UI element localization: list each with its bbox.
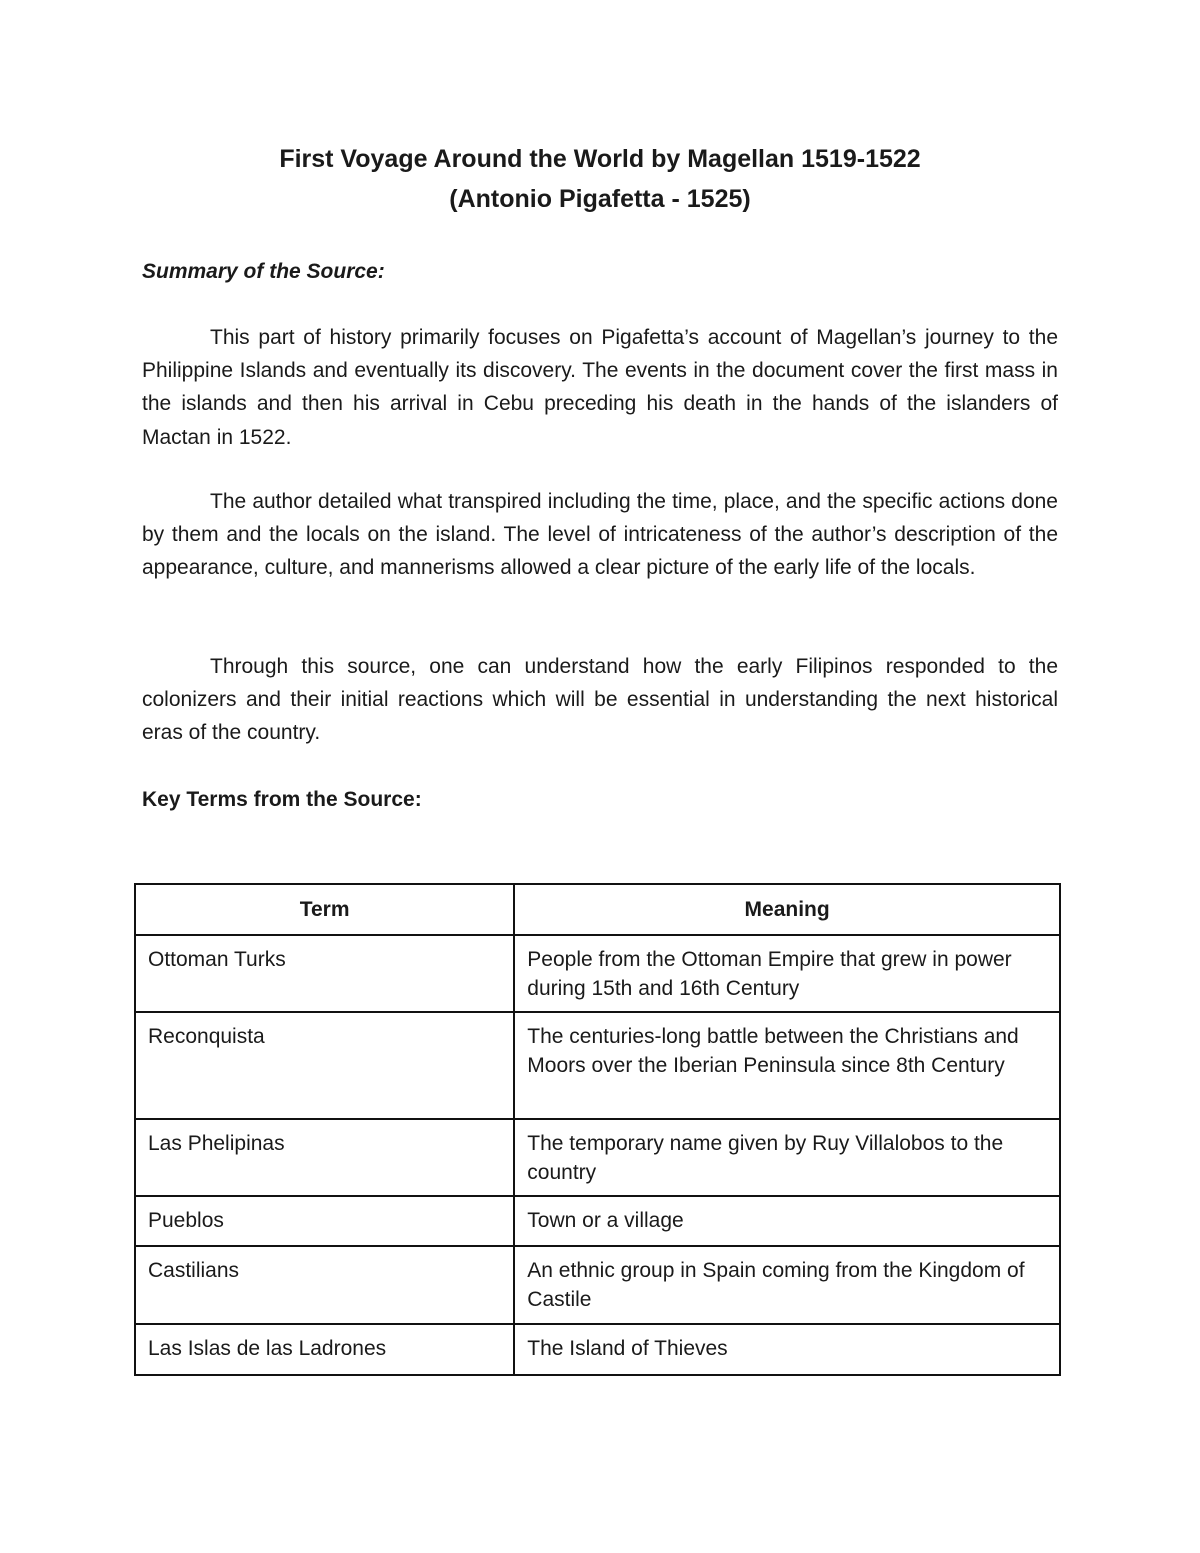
term-cell: Ottoman Turks xyxy=(135,935,514,1012)
meaning-cell: The centuries-long battle between the Christians and Moors over the Iberian Peninsula since 8th Century xyxy=(514,1012,1060,1119)
summary-heading: Summary of the Source: xyxy=(142,260,385,283)
table-row xyxy=(135,1246,1060,1324)
term-cell: Las Phelipinas xyxy=(135,1119,514,1196)
table-row xyxy=(135,1324,1060,1375)
table-row xyxy=(135,935,1060,1012)
key-terms-heading: Key Terms from the Source: xyxy=(142,788,422,811)
document-subtitle: (Antonio Pigafetta - 1525) xyxy=(449,185,751,213)
meaning-cell: People from the Ottoman Empire that grew in power during 15th and 16th Century xyxy=(514,935,1060,1012)
table-row xyxy=(135,1119,1060,1196)
term-cell: Pueblos xyxy=(135,1196,514,1246)
term-cell: Las Islas de las Ladrones xyxy=(135,1324,514,1375)
summary-paragraph-3: Through this source, one can understand how the early Filipinos responded to the colonizers and their initial reactions which will be essential in understanding the next historical eras of the country. xyxy=(142,655,1058,745)
term-cell: Reconquista xyxy=(135,1012,514,1119)
column-header-meaning: Meaning xyxy=(514,884,1060,935)
summary-paragraph-1: This part of history primarily focuses on Pigafetta’s account of Magellan’s journey to the Philippine Islands and eventually its discovery. The events in the document cover the first mass in the islands and then his arrival in Cebu preceding his death in the hands of the islanders of Mactan in 1522. xyxy=(142,326,1058,449)
meaning-cell: An ethnic group in Spain coming from the Kingdom of Castile xyxy=(514,1246,1060,1324)
summary-paragraph-2: The author detailed what transpired including the time, place, and the specific actions done by them and the locals on the island. The level of intricateness of the author’s description of the appearance, culture, and mannerisms allowed a clear picture of the early life of the locals. xyxy=(142,490,1058,580)
table-row xyxy=(135,1012,1060,1119)
term-cell: Castilians xyxy=(135,1246,514,1324)
table-row xyxy=(135,1196,1060,1246)
document-title: First Voyage Around the World by Magellan 1519-1522 xyxy=(279,145,921,173)
meaning-cell: The temporary name given by Ruy Villalobos to the country xyxy=(514,1119,1060,1196)
column-header-term: Term xyxy=(135,884,514,935)
meaning-cell: Town or a village xyxy=(514,1196,1060,1246)
meaning-cell: The Island of Thieves xyxy=(514,1324,1060,1375)
table-header-row xyxy=(135,884,1060,935)
key-terms-table xyxy=(134,883,1061,1376)
